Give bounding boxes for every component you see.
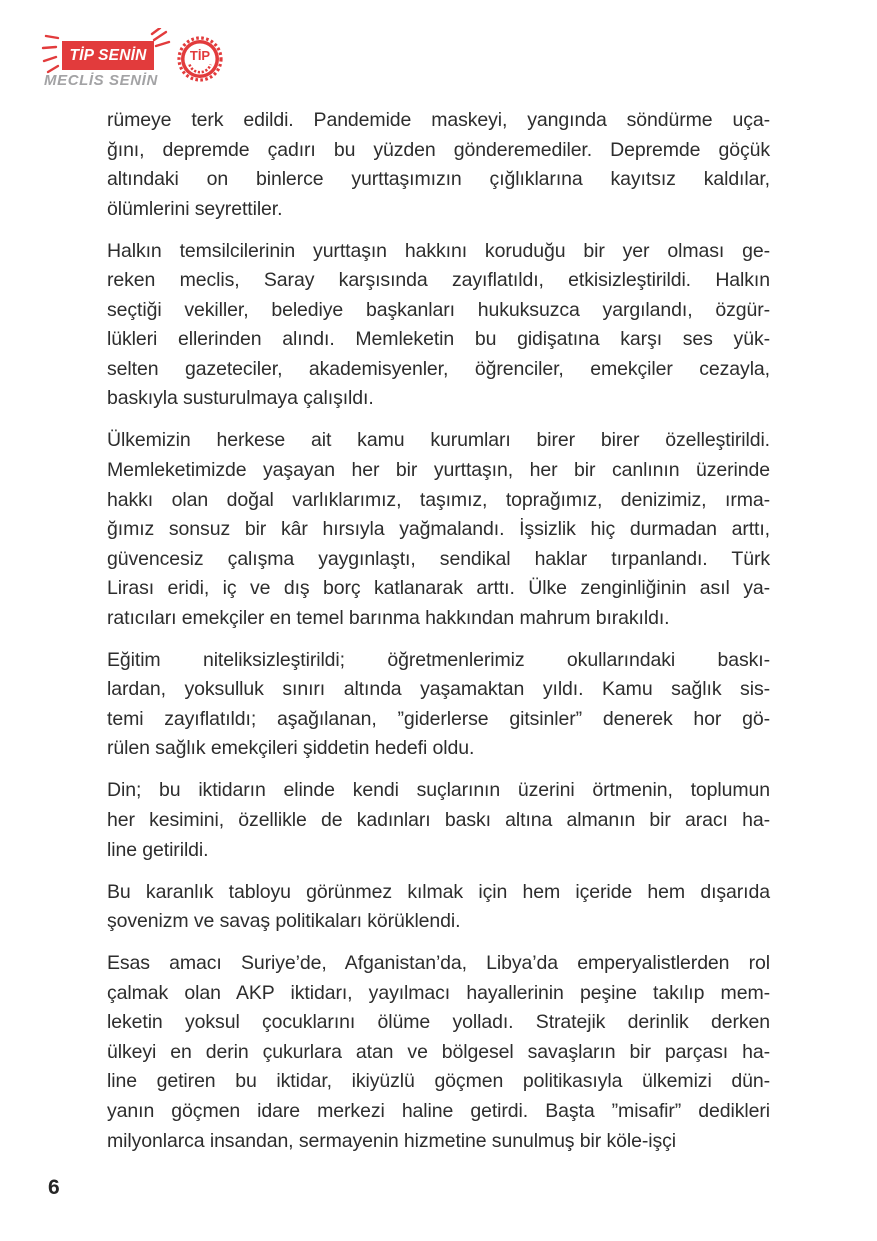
burst-lines-right-icon	[150, 28, 172, 52]
text-line: seçtiği vekiller, belediye başkanları hukuksuzca yargılandı, özgür-	[107, 298, 770, 321]
text-line: güvencesiz çalışma yaygınlaştı, sendikal haklar tırpanlandı. Türk	[107, 547, 770, 570]
party-logo	[40, 28, 230, 92]
text-line: yanın göçmen idare merkezi haline getirdi. Başta ”misafir” dedikleri	[107, 1099, 770, 1122]
logo-banner	[62, 41, 154, 70]
text-line: line getirildi.	[107, 838, 209, 861]
text-line: Memleketimizde yaşayan her bir yurttaşın, her bir canlının üzerinde	[107, 459, 770, 482]
text-line: Halkın temsilcilerinin yurttaşın hakkını koruduğu bir yer olması ge-	[107, 239, 770, 262]
logo-banner-text: TİP SENİN	[69, 46, 147, 64]
text-line: leketin yoksul çocuklarını ölüme yolladı. Stratejik derinlik derken	[107, 1011, 770, 1034]
paragraph	[107, 878, 770, 937]
paragraph	[107, 646, 770, 764]
text-line: reken meclis, Saray karşısında zayıflatıldı, etkisizleştirildi. Halkın	[107, 269, 770, 292]
paragraph	[107, 949, 770, 1156]
tip-party-badge-icon	[176, 33, 224, 85]
page-content	[107, 106, 770, 1169]
text-line: Esas amacı Suriye’de, Afganistan’da, Libya’da emperyalistlerden rol	[107, 952, 770, 975]
paragraph	[107, 106, 770, 224]
text-line: her kesimini, özellikle de kadınları baskı altına almanın bir aracı ha-	[107, 809, 770, 832]
text-line: ğımız sonsuz bir kâr hırsıyla yağmalandı. İşsizlik hiç durmadan arttı,	[107, 518, 770, 541]
burst-lines-left-icon	[38, 34, 64, 74]
text-line: lardan, yoksulluk sınırı altında yaşamaktan yıldı. Kamu sağlık sis-	[107, 678, 770, 701]
text-line: lükleri ellerinden alındı. Memleketin bu gidişatına karşı ses yük-	[107, 328, 770, 351]
paragraph	[107, 426, 770, 633]
text-line: çalmak olan AKP iktidarı, yayılmacı hayallerinin peşine takılıp mem-	[107, 981, 770, 1004]
logo-subtitle: MECLİS SENİN	[44, 72, 158, 89]
page-number: 6	[48, 1176, 60, 1199]
text-line: milyonlarca insandan, sermayenin hizmetine sunulmuş bir köle-işçi	[107, 1129, 676, 1152]
text-line: rümeye terk edildi. Pandemide maskeyi, yangında söndürme uça-	[107, 109, 770, 131]
badge-text: TİP	[189, 48, 211, 63]
text-line: line getiren bu iktidar, ikiyüzlü göçmen politikasıyla ülkemizi dün-	[107, 1070, 770, 1093]
text-line: Lirası eridi, iç ve dış borç katlanarak arttı. Ülke zenginliğinin asıl ya-	[107, 577, 770, 600]
text-line: temi zayıflatıldı; aşağılanan, ”giderlerse gitsinler” denerek hor gö-	[107, 707, 770, 730]
text-line: altındaki on binlerce yurttaşımızın çığlıklarına kayıtsız kaldılar,	[107, 168, 770, 191]
text-line: ratıcıları emekçiler en temel barınma hakkından mahrum bırakıldı.	[107, 606, 670, 629]
text-line: selten gazeteciler, akademisyenler, öğrenciler, emekçiler cezayla,	[107, 357, 770, 380]
paragraph	[107, 237, 770, 414]
paragraph	[107, 776, 770, 865]
text-line: baskıyla susturulmaya çalışıldı.	[107, 387, 374, 410]
text-line: ğını, depremde çadırı bu yüzden gönderemediler. Depremde göçük	[107, 138, 770, 161]
text-line: ülkeyi en derin çukurlara atan ve bölgesel savaşların bir parçası ha-	[107, 1040, 770, 1063]
text-line: Din; bu iktidarın elinde kendi suçlarının üzerini örtmenin, toplumun	[107, 779, 770, 802]
text-line: rülen sağlık emekçileri şiddetin hedefi oldu.	[107, 737, 475, 760]
text-line: hakkı olan doğal varlıklarımız, taşımız, toprağımız, denizimiz, ırma-	[107, 488, 770, 511]
text-line: ölümlerini seyrettiler.	[107, 197, 283, 220]
text-line: Eğitim niteliksizleştirildi; öğretmenlerimiz okullarındaki baskı-	[107, 648, 770, 671]
text-line: Ülkemizin herkese ait kamu kurumları birer birer özelleştirildi.	[107, 429, 770, 452]
text-line: Bu karanlık tabloyu görünmez kılmak için hem içeride hem dışarıda	[107, 880, 770, 903]
text-line: şovenizm ve savaş politikaları körüklendi.	[107, 910, 461, 933]
